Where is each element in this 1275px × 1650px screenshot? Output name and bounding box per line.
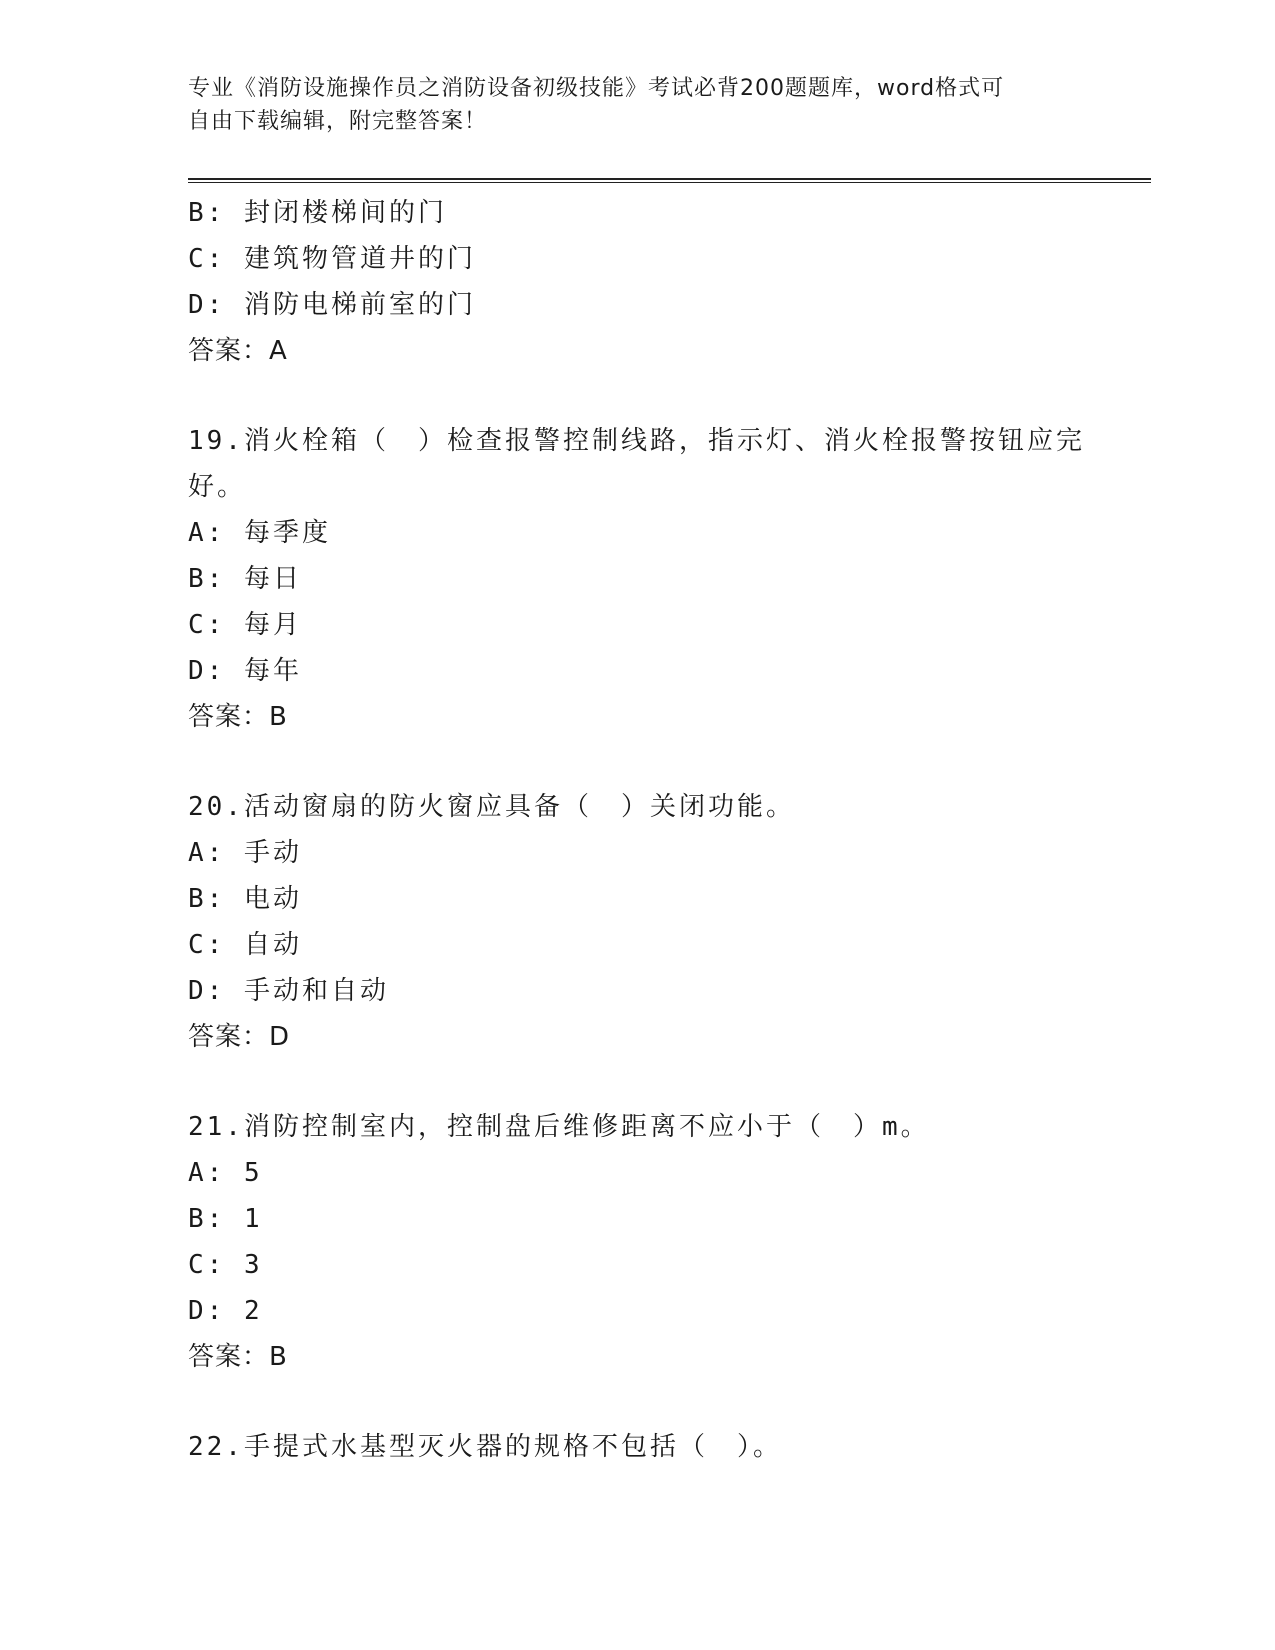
answer: 答案：B — [188, 1342, 288, 1372]
answer: 答案：D — [188, 1022, 291, 1052]
option-b: B: 封闭楼梯间的门 — [188, 198, 447, 228]
option-d: D: 手动和自动 — [188, 976, 389, 1006]
question-list — [188, 190, 1088, 1470]
question-20 — [188, 784, 1088, 1060]
option-d: D: 每年 — [188, 656, 302, 686]
option-c: C: 建筑物管道井的门 — [188, 244, 476, 274]
question-stem: 19.消火栓箱（ ）检查报警控制线路，指示灯、消火栓报警按钮应完 — [188, 426, 1085, 456]
header-title-line2: 自由下载编辑，附完整答案！ — [188, 109, 488, 134]
option-c: C: 每月 — [188, 610, 302, 640]
answer: 答案：A — [188, 336, 288, 366]
option-b: B: 1 — [188, 1204, 263, 1234]
option-a: A: 5 — [188, 1158, 263, 1188]
option-c: C: 自动 — [188, 930, 302, 960]
answer: 答案：B — [188, 702, 288, 732]
question-21 — [188, 1104, 1088, 1380]
option-d: D: 消防电梯前室的门 — [188, 290, 476, 320]
option-a: A: 手动 — [188, 838, 302, 868]
option-b: B: 每日 — [188, 564, 302, 594]
question-stem: 21.消防控制室内，控制盘后维修距离不应小于（ ）m。 — [188, 1112, 930, 1142]
question-19 — [188, 418, 1088, 740]
question-18-tail — [188, 190, 1088, 374]
option-d: D: 2 — [188, 1296, 263, 1326]
question-stem: 20.活动窗扇的防火窗应具备（ ）关闭功能。 — [188, 792, 795, 822]
option-b: B: 电动 — [188, 884, 302, 914]
page-header — [188, 72, 1068, 138]
header-title-line1: 专业《消防设施操作员之消防设备初级技能》考试必背200题题库，word格式可 — [188, 76, 1005, 101]
option-a: A: 每季度 — [188, 518, 331, 548]
option-c: C: 3 — [188, 1250, 263, 1280]
question-22 — [188, 1424, 1088, 1470]
header-divider — [188, 178, 1151, 183]
question-stem-continued: 好。 — [188, 472, 247, 502]
question-stem: 22.手提式水基型灭火器的规格不包括（ ）。 — [188, 1432, 782, 1462]
